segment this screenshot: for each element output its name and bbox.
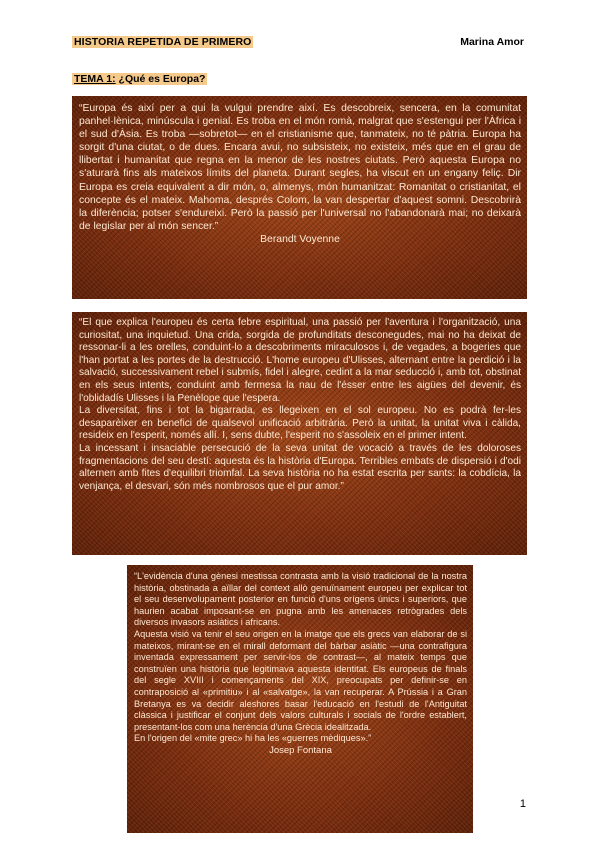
topic-heading <box>72 73 207 85</box>
quote-paragraph: “L'evidència d'una gènesi mestissa contrasta amb la visió tradicional de la nostra història, obstinada a aïllar del context allò genuïnament europeu per explicar tot el seu desenvolupament posterior en funció d'uns orígens únics i superiors, que haurien acabat imposant-se en pugna amb les amenaces retrògrades dels diversos invasors asiàtics i africans. <box>134 571 467 628</box>
quote-paragraph: Aquesta visió va tenir el seu origen en la imatge que els grecs van elaborar de si mateixos, mirant-se en el mirall deformant del bàrbar asiàtic —una contrafigura inventada expressament per servir-los de contrast—, al mateix temps que construïen una història que legitimava aquesta identitat. Els europeus de finals del segle XVIII i començaments del XIX, preocupats per definir-se en contraposició al «primitiu» i al «salvatge», la van recuperar. A Prússia i a Gran Bretanya es va decidir aleshores basar l'educació en l'estudi de l'Antiguitat clàssica i justificar el conjunt dels valors culturals i socials de l'ordre establert, presentant-los com una herència d'una Grècia idealitzada. <box>134 628 467 732</box>
topic-title: ¿Qué es Europa? <box>115 73 206 85</box>
quote-box-voyenne <box>72 96 527 299</box>
quote-paragraph: En l'origen del «mite grec» hi ha les «guerres mèdiques».” <box>134 733 372 744</box>
quote-box-europe-spirit <box>72 312 527 555</box>
document-header-title: HISTORIA REPETIDA DE PRIMERO <box>74 36 252 48</box>
quote-text: “Europa és així per a qui la vulgui prendre així. Es descobreix, sencera, en la comunitat panhel·lènica, minúscula i genial. Es troba en el món romà, malgrat que s'estengui per l'Àfrica i el sud d'Àsia. Es troba —sobretot— en el cristianisme que, tanmateix, no té pàtria. Europa ha sorgit d'una ciutat, o de dues. Encara avui, no subsisteix, no existeix, més que en el grau de llibertat i humanitat que regna en la menor de les nostres ciutats. Però aquesta Europa no s'aturarà fins als mateixos límits del planeta. Durant segles, ha viscut en un engany feliç. Dir Europa es creia equivalent a dir món, o, almenys, món humanitzat: Romanitat o cristianitat, el concepte és el mateix. Mahoma, després Colom, la van despertar d'aquest somni. Descobrirà la diferència; potser s'endureixi. Però la passió per l'universal no l'abandonarà mai; no deixarà de legislar per al món sencer.” <box>79 103 521 232</box>
document-header-author: Marina Amor <box>460 36 524 48</box>
topic-label: TEMA 1: <box>74 73 116 85</box>
quote-paragraph: “El que explica l'europeu és certa febre espiritual, una passió per l'aventura i l'organització, una curiositat, una inquietud. Una crida, sorgida de profunditats desconegudes, mai no ha deixat de ressonar-li a les orelles, conduint-lo a descobriments miraculosos i, de vegades, a bogeries que l'han portat a les portes de la destrucció. L'home europeu d'Ulisses, alternant entre la perdició i la salvació, successivament rebel i submís, fidel i alegre, cedint a la mar seducció i, amb tot, obstinat en els seus intents, conduint amb fermesa la nau de l'ésser entre les aigües del devenir, és l'oblidadís Ulisses i la Penèlope que l'espera. <box>79 317 521 404</box>
page-number: 1 <box>519 798 526 810</box>
quote-box-fontana <box>127 565 473 833</box>
quote-author: Berandt Voyenne <box>260 233 340 245</box>
quote-paragraph: La incessant i insaciable persecució de la seva unitat de vocació a través de les doloroses fragmentacions del seu destí: aquesta és la història d'Europa. Terribles embats de dispersió i d'odi alternen amb fites d'equilibri triomfal. La seva història no ha estat escrita per sants: la cobdícia, la venjança, el desvari, són més nombrosos que el pur amor.” <box>79 442 521 492</box>
quote-author: Josep Fontana <box>269 744 332 756</box>
quote-paragraph: La diversitat, fins i tot la bigarrada, es llegeixen en el sol europeu. No es podrà fer-les desaparèixer en benefici de qualsevol unificació arbitrària. Però la unitat, la unitat viva i càlida, resideix en l'esperit, només allí. I, sens dubte, l'esperit no s'assoleix en el primer intent. <box>79 405 521 442</box>
